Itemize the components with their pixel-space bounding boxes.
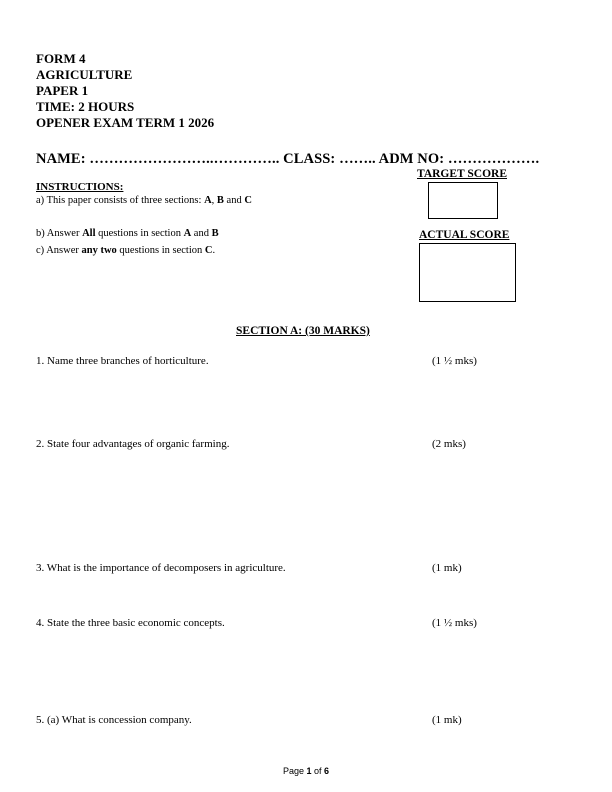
- question-3: 3. What is the importance of decomposers in agriculture.: [36, 562, 286, 574]
- question-2-marks: (2 mks): [432, 438, 466, 450]
- question-5a-marks: (1 mk): [432, 714, 462, 726]
- emphasis: All: [82, 228, 96, 239]
- instruction-b-prefix: b) Answer: [36, 228, 83, 239]
- target-score-label: TARGET SCORE: [417, 168, 508, 180]
- target-score-box[interactable]: [428, 182, 498, 219]
- question-3-marks: (1 mk): [432, 562, 462, 574]
- question-5a: 5. (a) What is concession company.: [36, 714, 192, 726]
- section-ref: B: [216, 195, 224, 206]
- instruction-c-suffix: .: [212, 245, 216, 256]
- separator: ,: [211, 195, 217, 206]
- separator: and: [223, 195, 245, 206]
- paper-label: PAPER 1: [36, 83, 89, 98]
- section-ref: B: [211, 228, 219, 239]
- instruction-b: [36, 228, 219, 239]
- footer-of: of: [311, 766, 325, 776]
- exam-label: OPENER EXAM TERM 1 2026: [36, 115, 215, 130]
- instruction-c: [36, 245, 215, 256]
- actual-score-box[interactable]: [419, 243, 516, 302]
- time-label: TIME: 2 HOURS: [36, 99, 135, 114]
- section-ref: A: [204, 195, 212, 206]
- total-pages: 6: [324, 766, 330, 776]
- footer-prefix: Page: [282, 766, 307, 776]
- subject-label: AGRICULTURE: [36, 67, 133, 82]
- question-4: 4. State the three basic economic concepts.: [36, 617, 225, 629]
- current-page: 1: [306, 766, 312, 776]
- separator: and: [191, 228, 212, 239]
- instruction-b-mid: questions in section: [95, 228, 184, 239]
- section-ref: C: [204, 245, 213, 256]
- instruction-a: [36, 195, 252, 206]
- instruction-c-prefix: c) Answer: [36, 245, 82, 256]
- instruction-c-mid: questions in section: [116, 245, 205, 256]
- student-info-line: NAME: ……………………..………….. CLASS: …….. ADM NO: ……………….: [36, 151, 540, 167]
- section-ref: C: [244, 195, 252, 206]
- form-label: FORM 4: [36, 51, 86, 66]
- instructions-title: INSTRUCTIONS:: [36, 181, 124, 193]
- question-2: 2. State four advantages of organic farming.: [36, 438, 230, 450]
- emphasis: any two: [81, 245, 117, 256]
- question-1-marks: (1 ½ mks): [432, 355, 477, 367]
- question-1: 1. Name three branches of horticulture.: [36, 355, 209, 367]
- section-a-title: SECTION A: (30 MARKS): [236, 325, 370, 337]
- question-4-marks: (1 ½ mks): [432, 617, 477, 629]
- page-footer: [0, 766, 612, 776]
- section-ref: A: [183, 228, 192, 239]
- instruction-a-prefix: a) This paper consists of three sections:: [36, 195, 205, 206]
- actual-score-label: ACTUAL SCORE: [419, 229, 510, 241]
